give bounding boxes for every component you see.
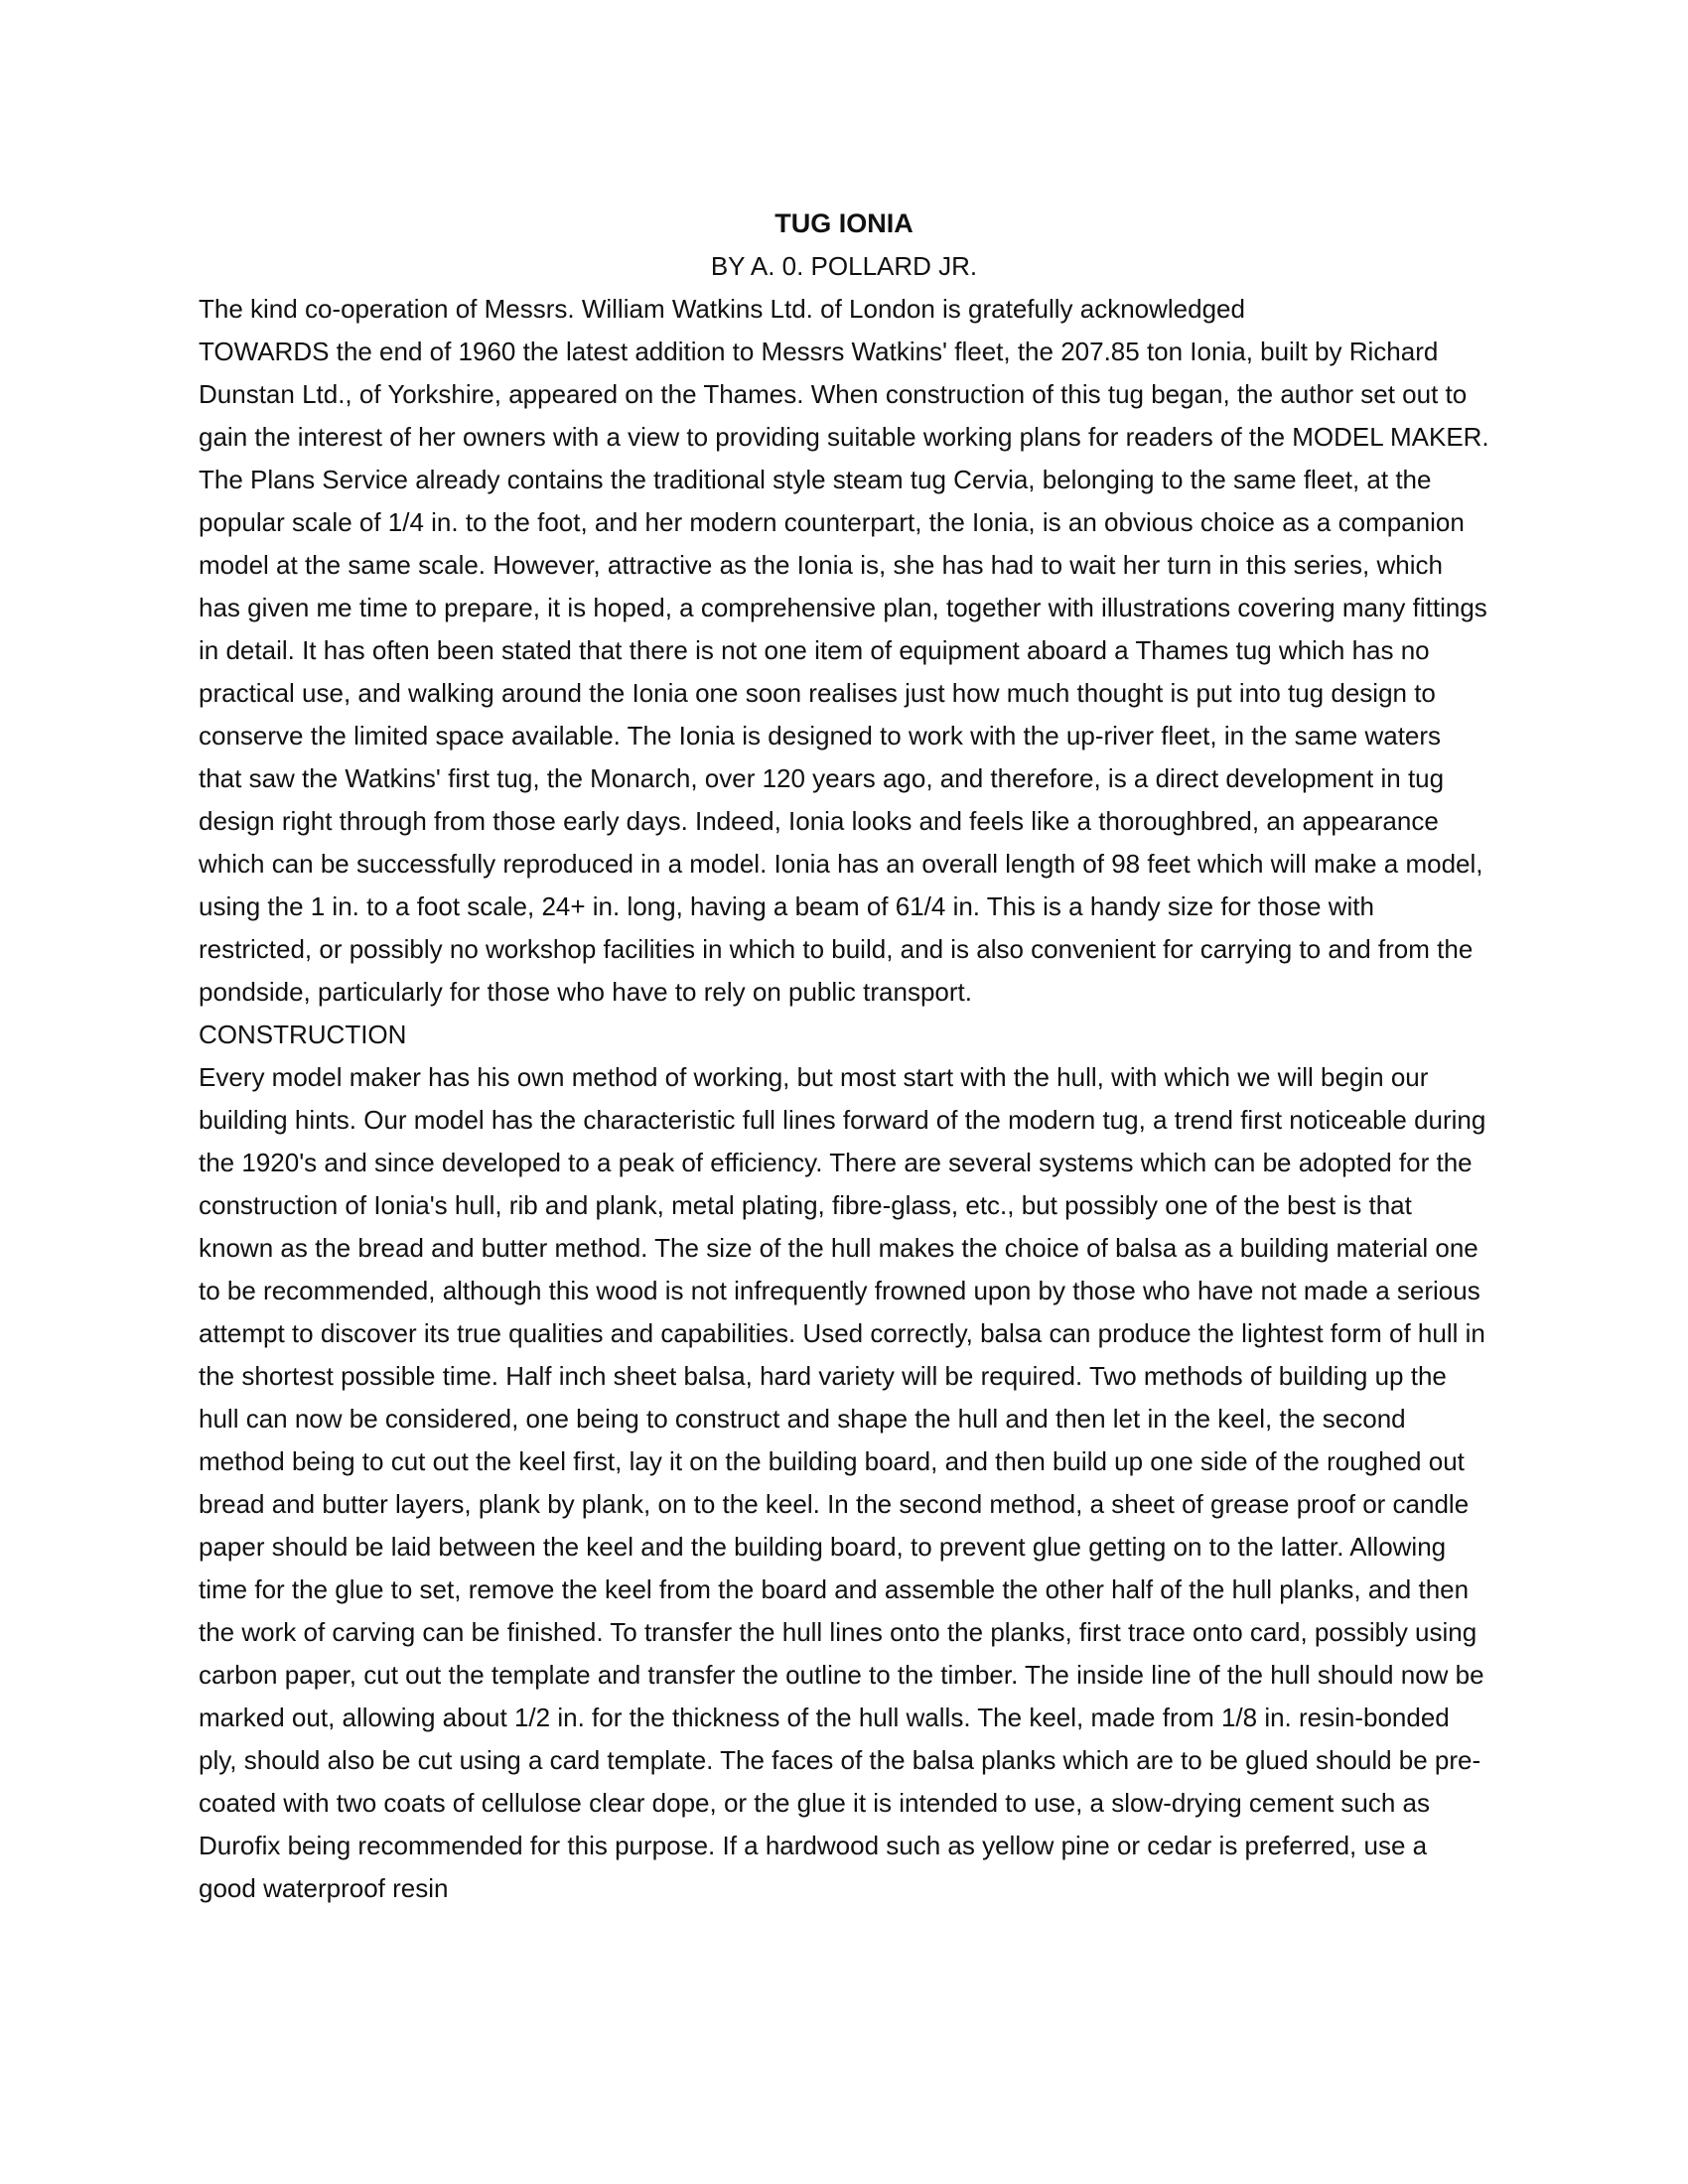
section-heading-construction: CONSTRUCTION [199,1020,407,1049]
article-body [199,203,1489,1910]
construction-paragraph: Every model maker has his own method of working, but most start with the hull, with which we will begin our building hints. Our model has the characteristic full lines forward of the modern tug, a trend first noticeable during the 1920's and since developed to a peak of efficiency. There are several systems which can be adopted for the construction of Ionia's hull, rib and plank, metal plating, fibre-glass, etc., but possibly one of the best is that known as the bread and butter method. The size of the hull makes the choice of balsa as a building material one to be recommended, although this wood is not infrequently frowned upon by those who have not made a serious attempt to discover its true qualities and capabilities. Used correctly, balsa can produce the lightest form of hull in the shortest possible time. Half inch sheet balsa, hard variety will be required. Two methods of building up the hull can now be considered, one being to construct and shape the hull and then let in the keel, the second method being to cut out the keel first, lay it on the building board, and then build up one side of the roughed out bread and butter layers, plank by plank, on to the keel. In the second method, a sheet of grease proof or candle paper should be laid between the keel and the building board, to prevent glue getting on to the latter. Allowing time for the glue to set, remove the keel from the board and assemble the other half of the hull planks, and then the work of carving can be finished. To transfer the hull lines onto the planks, first trace onto card, possibly using carbon paper, cut out the template and transfer the outline to the timber. The inside line of the hull should now be marked out, allowing about 1/2 in. for the thickness of the hull walls. The keel, made from 1/8 in. resin-bonded ply, should also be cut using a card template. The faces of the balsa planks which are to be glued should be pre-coated with two coats of cellulose clear dope, or the glue it is intended to use, a slow-drying cement such as Durofix being recommended for this purpose. If a hardwood such as yellow pine or cedar is preferred, use a good waterproof resin [199,1062,1486,1903]
intro-paragraph: TOWARDS the end of 1960 the latest addition to Messrs Watkins' fleet, the 207.85 ton Ionia, built by Richard Dunstan Ltd., of Yorkshire, appeared on the Thames. When construction of this tug began, the author set out to gain the interest of her owners with a view to providing suitable working plans for readers of the MODEL MAKER. The Plans Service already contains the traditional style steam tug Cervia, belonging to the same fleet, at the popular scale of 1/4 in. to the foot, and her modern counterpart, the Ionia, is an obvious choice as a companion model at the same scale. However, attractive as the Ionia is, she has had to wait her turn in this series, which has given me time to prepare, it is hoped, a comprehensive plan, together with illustrations covering many fittings in detail. It has often been stated that there is not one item of equipment aboard a Thames tug which has no practical use, and walking around the Ionia one soon realises just how much thought is put into tug design to conserve the limited space available. The Ionia is designed to work with the up-river fleet, in the same waters that saw the Watkins' first tug, the Monarch, over 120 years ago, and therefore, is a direct development in tug design right through from those early days. Indeed, Ionia looks and feels like a thoroughbred, an appearance which can be successfully reproduced in a model. Ionia has an overall length of 98 feet which will make a model, using the 1 in. to a foot scale, 24+ in. long, having a beam of 61/4 in. This is a handy size for those with restricted, or possibly no workshop facilities in which to build, and is also convenient for carrying to and from the pondside, particularly for those who have to rely on public transport. [199,337,1489,1007]
article-title: TUG IONIA [774,208,914,238]
article-byline: BY A. 0. POLLARD JR. [710,251,978,281]
acknowledgement-line: The kind co-operation of Messrs. William Watkins Ltd. of London is gratefully acknowledged [199,294,1245,324]
